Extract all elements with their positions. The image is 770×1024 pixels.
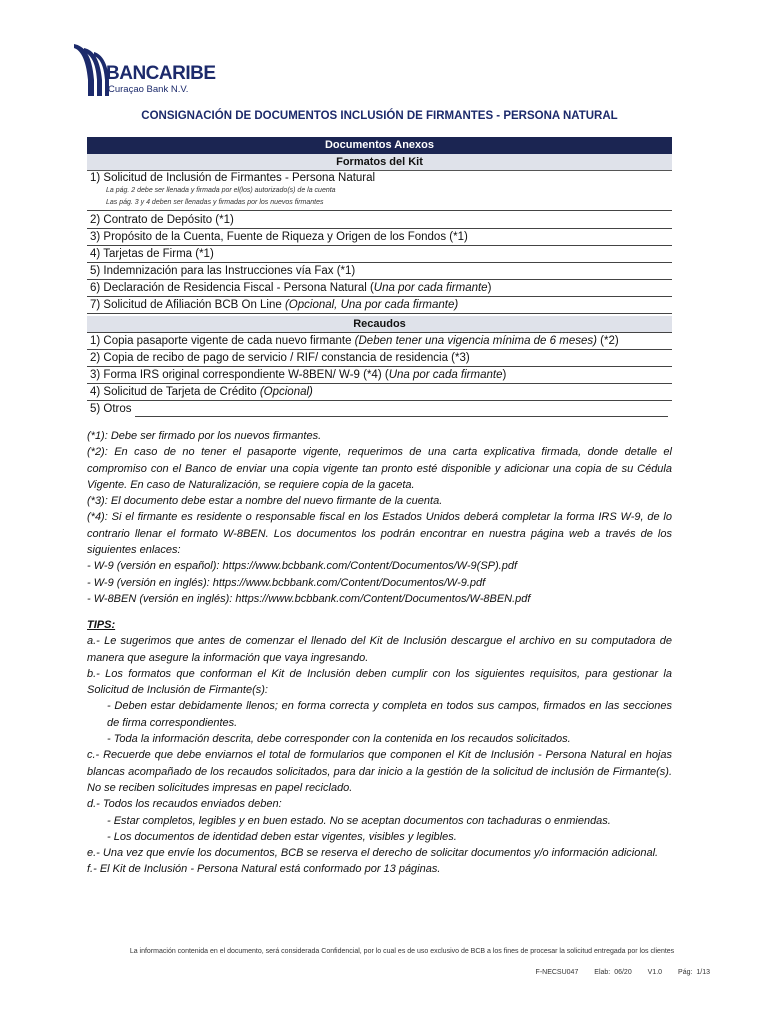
kit-item-7 — [87, 297, 672, 314]
recaudo-item-4-note: (Opcional) — [259, 386, 313, 398]
section-header-recaudos: Recaudos — [87, 316, 672, 333]
recaudo-item-4 — [87, 384, 672, 401]
kit-item-6-text: 6) Declaración de Residencia Fiscal - Persona Natural ( — [90, 282, 374, 294]
tip-f: f.- El Kit de Inclusión - Persona Natural está conformado por 13 páginas. — [87, 863, 441, 876]
kit-item-7-note: (Opcional, Una por cada firmante) — [284, 299, 459, 311]
page-number: Pág: 1/13 — [678, 969, 710, 976]
kit-item-5: 5) Indemnización para las Instrucciones vía Fax (*1) — [87, 263, 672, 280]
recaudo-item-4-text: 4) Solicitud de Tarjeta de Crédito — [90, 386, 260, 398]
kit-item-1-note-1: La pág. 2 debe ser llenada y firmada por el(los) autorizado(s) de la cuenta — [106, 187, 336, 194]
recaudo-item-5-text: 5) Otros — [90, 403, 132, 415]
kit-item-1: 1) Solicitud de Inclusión de Firmantes - Persona Natural — [90, 172, 376, 184]
document-meta — [524, 969, 710, 976]
recaudo-item-1-ref: (*2) — [596, 335, 619, 347]
version: V1.0 — [647, 969, 663, 976]
kit-item-7-text: 7) Solicitud de Afiliación BCB On Line — [90, 299, 285, 311]
tip-d-1: - Estar completos, legibles y en buen estado. No se aceptan documentos con tachaduras o enmiendas. — [107, 814, 611, 827]
form-code: F-NECSU047 — [535, 969, 579, 976]
tip-d-2: - Los documentos de identidad deben estar vigentes, visibles y legibles. — [107, 830, 457, 843]
note-1: (*1): Debe ser firmado por los nuevos firmantes. — [87, 430, 322, 442]
tip-d: d.- Todos los recaudos enviados deben: — [87, 798, 282, 811]
recaudo-item-5 — [87, 401, 672, 417]
recaudo-item-1-note: (Deben tener una vigencia mínima de 6 meses) — [354, 335, 597, 347]
elab-date: Elab: 06/20 — [594, 969, 632, 976]
tip-b: b.- Los formatos que conforman el Kit de Inclusión deben cumplir con los siguientes requisitos, para gestionar la Solicitud de Inclusión de Firmante(s): — [87, 667, 672, 697]
kit-item-6 — [87, 280, 672, 297]
kit-item-2: 2) Contrato de Depósito (*1) — [87, 212, 672, 229]
kit-item-1-note-2: Las pág. 3 y 4 deben ser llenadas y firmadas por los nuevos firmantes — [106, 199, 324, 206]
kit-item-4: 4) Tarjetas de Firma (*1) — [87, 246, 672, 263]
recaudo-item-3-note: Una por cada firmante — [388, 369, 503, 381]
link-w9-en: - W-9 (versión en inglés): https://www.bcbbank.com/Content/Documentos/W-9.pdf — [87, 576, 486, 589]
link-w8ben-en: - W-8BEN (versión en inglés): https://www.bcbbank.com/Content/Documentos/W-8BEN.pdf — [87, 592, 531, 605]
tip-c: c.- Recuerde que debe enviarnos el total de formularios que componen el Kit de Inclusión - Persona Natural en hojas blancas acompañado de los recaudos solicitados, para dar inicio a la gestión de la solicitud de inclusión de Firmante(s). No se reciben solicitudes impresas en papel reciclado. — [87, 749, 672, 794]
section-header-formatos-kit: Formatos del Kit — [87, 154, 672, 171]
kit-item-6-note: Una por cada firmante — [373, 282, 488, 294]
tip-b-1: - Deben estar debidamente llenos; en forma correcta y completa en todos sus campos, firmados en las secciones de firma correspondientes. — [107, 700, 672, 729]
tip-b-2: - Toda la información descrita, debe corresponder con la contenida en los recaudos solicitados. — [107, 733, 571, 746]
page-title: CONSIGNACIÓN DE DOCUMENTOS INCLUSIÓN DE FIRMANTES - PERSONA NATURAL — [141, 110, 618, 122]
recaudo-item-3-close: ) — [502, 369, 507, 381]
recaudo-item-3-text: 3) Forma IRS original correspondiente W-8BEN/ W-9 (*4) ( — [90, 369, 389, 381]
bancaribe-logo — [72, 40, 216, 100]
note-3: (*3): El documento debe estar a nombre del nuevo firmante de la cuenta. — [87, 495, 443, 508]
otros-blank-line — [135, 404, 668, 417]
recaudo-item-3 — [87, 367, 672, 384]
tip-a: a.- Le sugerimos que antes de comenzar el llenado del Kit de Inclusión descargue el archivo en su computadora de manera que asegure la información que vaya ingresando. — [87, 635, 672, 664]
section-header-documentos-anexos: Documentos Anexos — [87, 137, 672, 154]
kit-item-3: 3) Propósito de la Cuenta, Fuente de Riqueza y Origen de los Fondos (*1) — [87, 229, 672, 246]
confidentiality-footer: La información contenida en el documento, será considerada Confidencial, por lo cual es de uso exclusivo de BCB a los fines de procesar la solicitud entregada por los clientes — [129, 948, 675, 955]
kit-item-1-underline — [87, 196, 672, 211]
note-4: (*4): Si el firmante es residente o responsable fiscal en los Estados Unidos deberá completar la forma IRS W-9, de lo contrario llenar el formato W-8BEN. Los documentos los podrán encontrar en nuestra página web a través de los siguientes enlaces: — [87, 511, 672, 557]
kit-item-6-close: ) — [487, 282, 492, 294]
tip-e: e.- Una vez que envíe los documentos, BCB se reserva el derecho de solicitar documentos y/o información adicional. — [87, 847, 659, 860]
note-2: (*2): En caso de no tener el pasaporte vigente, requerimos de una carta explicativa firmada, donde detalle el compromiso con el Banco de enviar una copia vigente tan pronto esté disponible y adicionar una copia de su Cédula Vigente. En caso de Naturalización, se requiere copia de la gaceta. — [87, 446, 672, 491]
notes-block — [87, 428, 672, 607]
recaudo-item-2: 2) Copia de recibo de pago de servicio / RIF/ constancia de residencia (*3) — [87, 350, 672, 367]
recaudo-item-1 — [87, 333, 672, 350]
link-w9-es: - W-9 (versión en español): https://www.bcbbank.com/Content/Documentos/W-9(SP).pdf — [87, 560, 517, 573]
logo-brand-text: BANCARIBE — [106, 63, 216, 84]
recaudo-item-1-text: 1) Copia pasaporte vigente de cada nuevo firmante — [90, 335, 355, 347]
tips-block — [87, 617, 672, 878]
tips-title: TIPS: — [87, 619, 116, 631]
logo-subtitle: Curaçao Bank N.V. — [108, 84, 189, 95]
